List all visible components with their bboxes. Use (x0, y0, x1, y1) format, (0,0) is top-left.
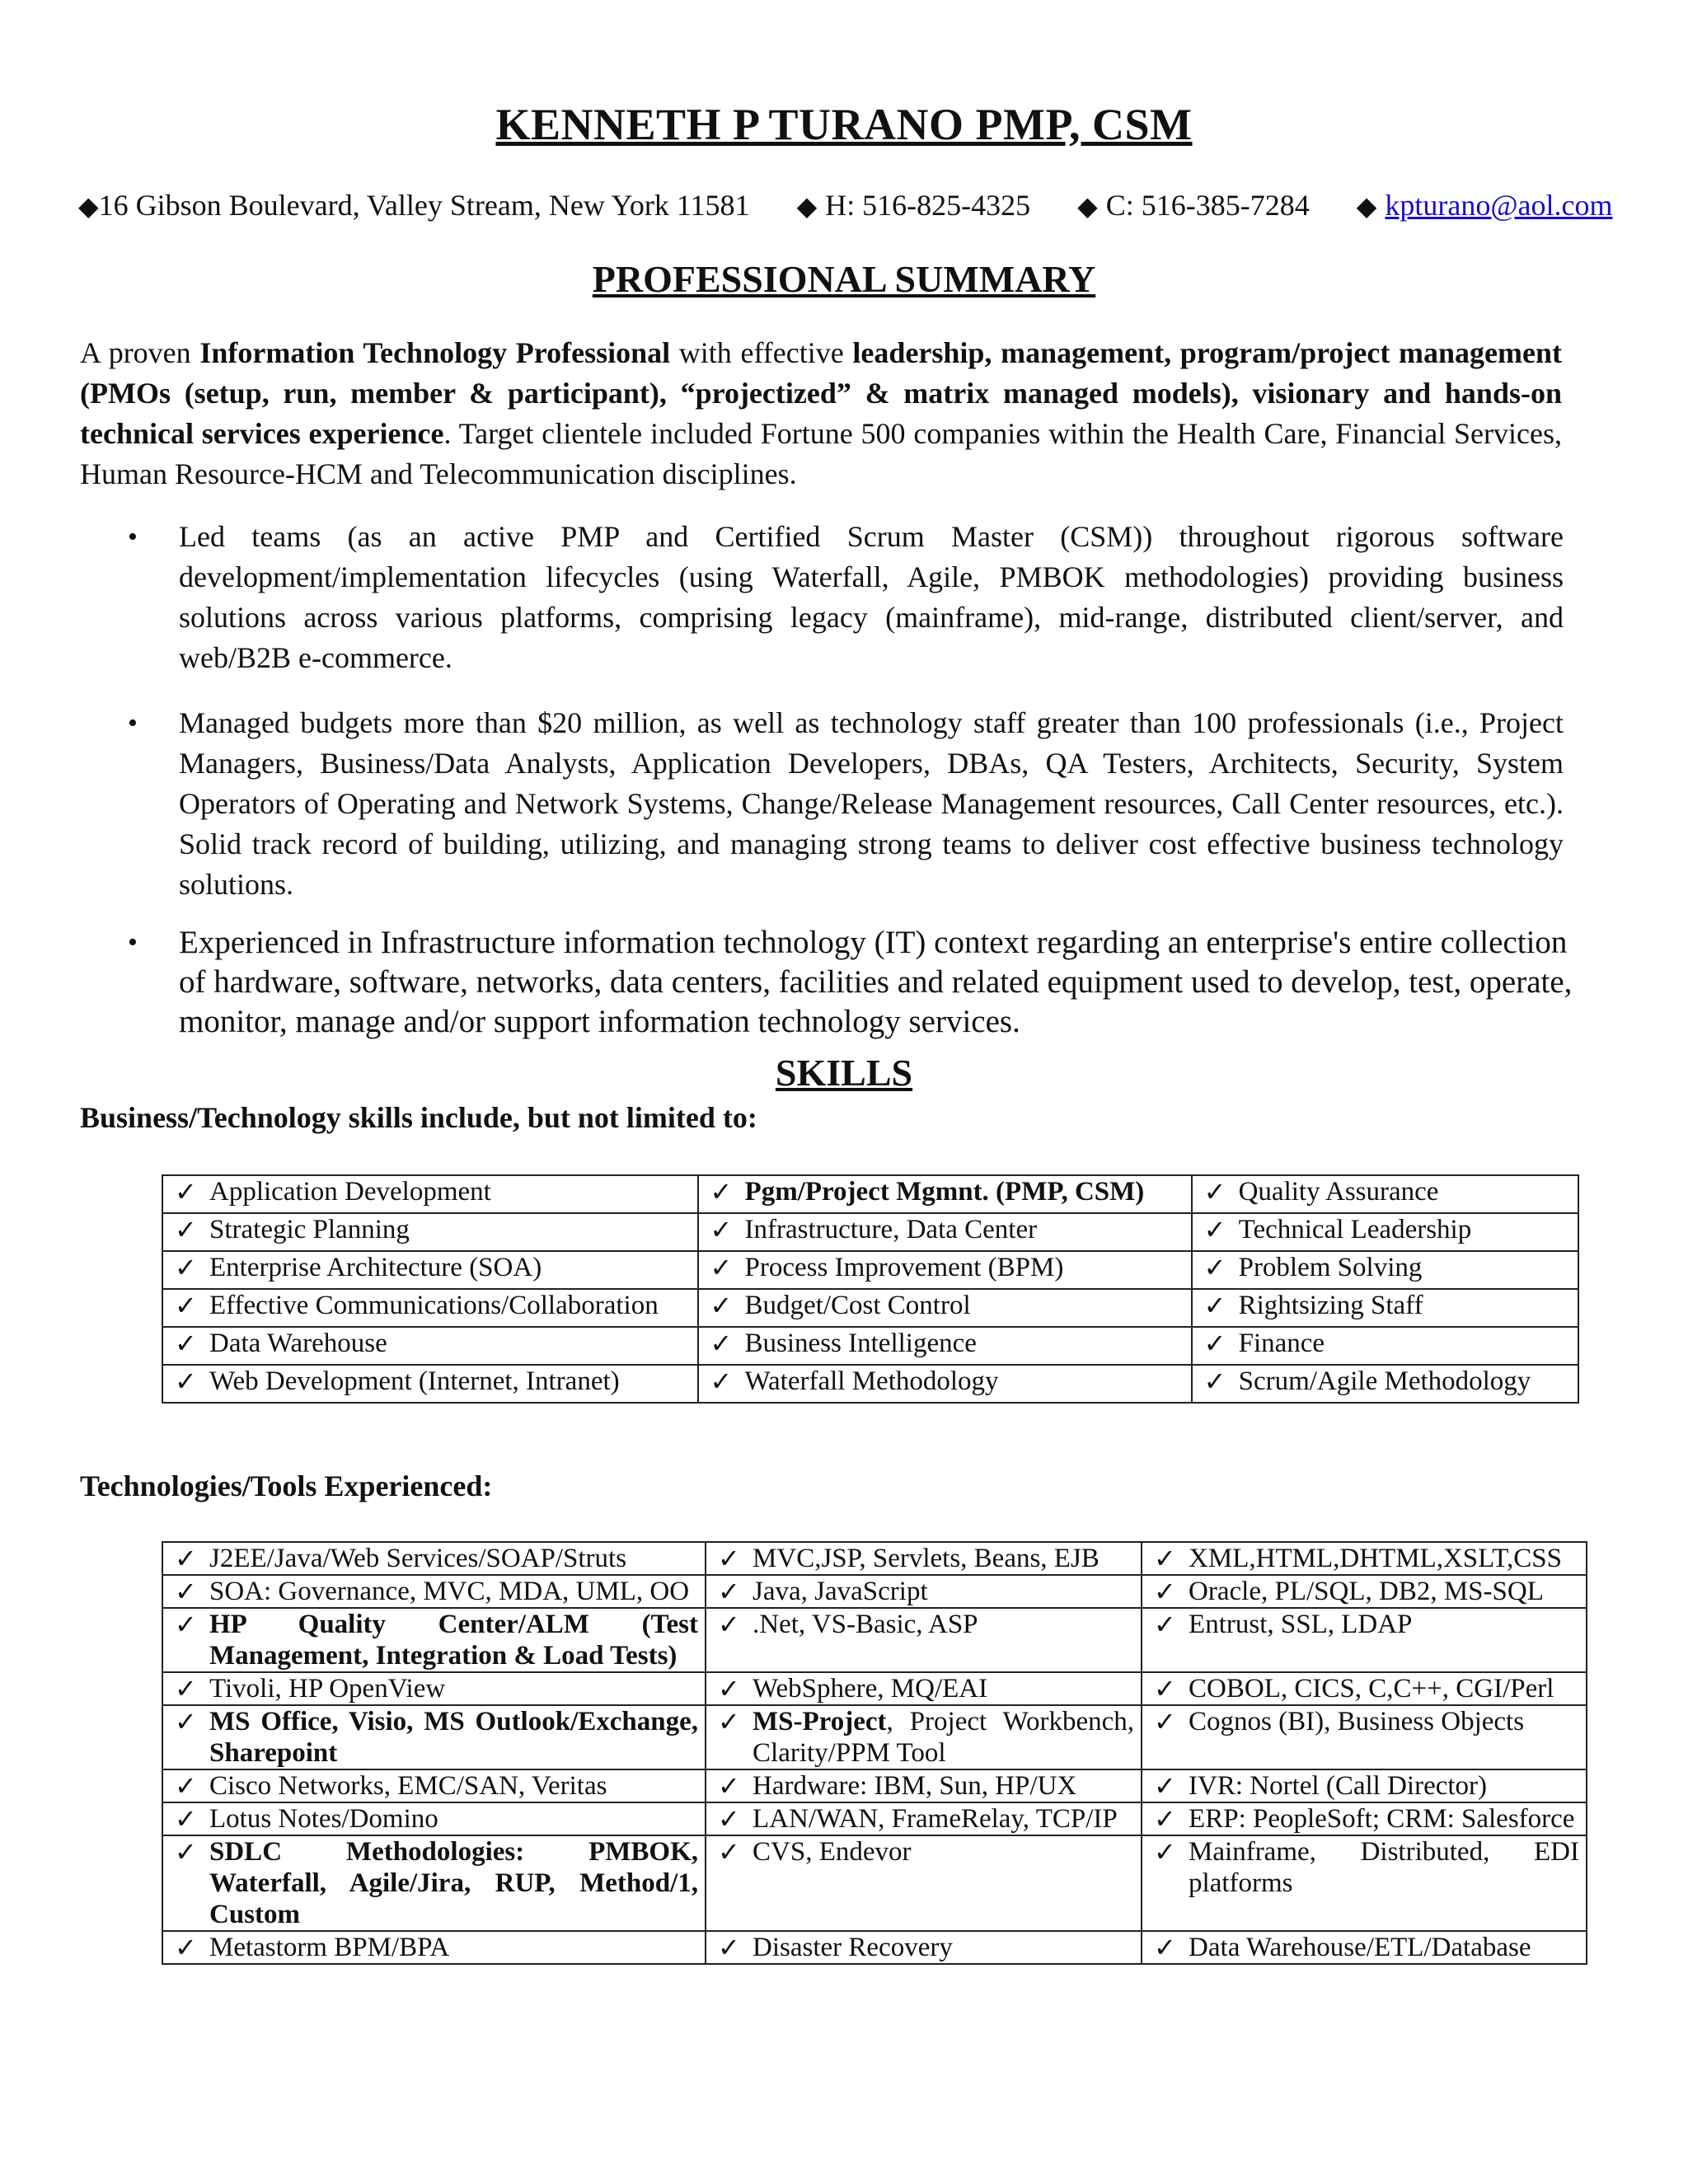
checkmark-icon: ✓ (1154, 1543, 1176, 1574)
skill-text: Entrust, SSL, LDAP (1189, 1610, 1413, 1639)
skill-text: Cognos (BI), Business Objects (1189, 1707, 1525, 1736)
skill-cell (706, 1542, 1142, 1575)
business-skills-label: Business/Technology skills include, but not limited to: (80, 1101, 757, 1134)
skill-text: Cisco Networks, EMC/SAN, Veritas (209, 1771, 607, 1801)
checkmark-icon: ✓ (1203, 1252, 1226, 1283)
checkmark-icon: ✓ (175, 1176, 197, 1207)
skill-cell (162, 1705, 706, 1769)
checkmark-icon: ✓ (718, 1836, 740, 1868)
skill-cell (162, 1575, 706, 1608)
checkmark-icon: ✓ (718, 1673, 740, 1704)
skill-text: Tivoli, HP OpenView (209, 1674, 446, 1704)
technologies-label: Technologies/Tools Experienced: (80, 1469, 493, 1502)
checkmark-icon: ✓ (718, 1770, 740, 1802)
skill-text: Java, JavaScript (753, 1577, 928, 1606)
skill-cell (1192, 1251, 1578, 1289)
business-skill-row (162, 1251, 1578, 1289)
skill-cell (1192, 1213, 1578, 1251)
bullet-icon: • (128, 708, 138, 738)
checkmark-icon: ✓ (175, 1543, 197, 1574)
business-skill-row (162, 1289, 1578, 1327)
bullet-text: Managed budgets more than $20 million, as well as technology staff greater than 100 professionals (i.e., Project Managers, Business/Data Analysts, Application Developers, DBAs, QA Testers, Architects, Security, System Operators of Operating and Network Systems, Change/Release Management resources, Call Center resources, etc.). Solid track record of building, utilizing, and managing strong teams to deliver cost effective business technology solutions. (179, 706, 1564, 901)
skill-cell (1142, 1835, 1587, 1931)
checkmark-icon: ✓ (710, 1252, 733, 1283)
skill-text: MVC,JSP, Servlets, Beans, EJB (753, 1544, 1100, 1573)
checkmark-icon: ✓ (718, 1803, 740, 1835)
checkmark-icon: ✓ (175, 1770, 197, 1802)
skill-text: Infrastructure, Data Center (744, 1215, 1038, 1244)
checkmark-icon: ✓ (710, 1290, 733, 1321)
checkmark-icon: ✓ (1203, 1214, 1226, 1245)
skill-text: Pgm/Project Mgmnt. (PMP, CSM) (744, 1177, 1145, 1207)
skill-text: XML,HTML,DHTML,XSLT,CSS (1189, 1544, 1562, 1573)
skill-cell (706, 1769, 1142, 1802)
skill-text: Problem Solving (1238, 1253, 1423, 1282)
contact-line (78, 188, 1612, 223)
checkmark-icon: ✓ (1154, 1932, 1176, 1963)
checkmark-icon: ✓ (1154, 1576, 1176, 1607)
business-skill-row (162, 1327, 1578, 1365)
checkmark-icon: ✓ (175, 1836, 197, 1868)
skill-cell (162, 1251, 698, 1289)
email-link[interactable]: kpturano@aol.com (1385, 189, 1613, 222)
skill-cell (162, 1835, 706, 1931)
technology-row (162, 1672, 1587, 1705)
skill-text: COBOL, CICS, C,C++, CGI/Perl (1189, 1674, 1554, 1704)
technology-row (162, 1705, 1587, 1769)
skill-text: Hardware: IBM, Sun, HP/UX (753, 1771, 1077, 1801)
skill-cell (162, 1327, 698, 1365)
technology-row (162, 1835, 1587, 1931)
skill-cell (162, 1542, 706, 1575)
checkmark-icon: ✓ (710, 1328, 733, 1359)
address: 16 Gibson Boulevard, Valley Stream, New York 11581 (98, 189, 750, 222)
skill-text: .Net, VS-Basic, ASP (753, 1610, 978, 1639)
checkmark-icon: ✓ (175, 1214, 197, 1245)
skill-text: ERP: PeopleSoft; CRM: Salesforce (1189, 1804, 1575, 1834)
bullet-text: Led teams (as an active PMP and Certified Scrum Master (CSM)) throughout rigorous software development/implementation lifecycles (using Waterfall, Agile, PMBOK methodologies) providing business solutions across various platforms, comprising legacy (mainframe), mid-range, distributed client/server, and web/B2B e-commerce. (179, 520, 1564, 674)
skill-text: Budget/Cost Control (744, 1291, 971, 1320)
skill-cell (1192, 1365, 1578, 1403)
technology-row (162, 1802, 1587, 1835)
bullet-icon: • (128, 522, 138, 552)
checkmark-icon: ✓ (175, 1706, 197, 1737)
checkmark-icon: ✓ (710, 1176, 733, 1207)
checkmark-icon: ✓ (175, 1576, 197, 1607)
skill-cell (698, 1251, 1192, 1289)
skill-cell (1142, 1931, 1587, 1964)
skill-text: CVS, Endevor (753, 1837, 912, 1867)
business-skills-table (162, 1174, 1579, 1404)
business-skill-row (162, 1365, 1578, 1403)
checkmark-icon: ✓ (1154, 1609, 1176, 1640)
diamond-icon: ◆ (796, 191, 818, 221)
skill-cell (1192, 1289, 1578, 1327)
technology-row (162, 1931, 1587, 1964)
skill-cell (706, 1931, 1142, 1964)
skill-text: SDLC Methodologies: PMBOK, Waterfall, Agile/Jira, RUP, Method/1, Custom (209, 1837, 699, 1929)
skill-cell (162, 1289, 698, 1327)
skill-text: Scrum/Agile Methodology (1238, 1366, 1531, 1396)
business-skill-row (162, 1175, 1578, 1213)
skill-text: Application Development (209, 1177, 491, 1207)
checkmark-icon: ✓ (175, 1366, 197, 1397)
checkmark-icon: ✓ (718, 1706, 740, 1737)
skill-cell (162, 1802, 706, 1835)
checkmark-icon: ✓ (175, 1252, 197, 1283)
technology-row (162, 1575, 1587, 1608)
technology-row (162, 1769, 1587, 1802)
checkmark-icon: ✓ (718, 1609, 740, 1640)
checkmark-icon: ✓ (718, 1576, 740, 1607)
skill-cell (1142, 1672, 1587, 1705)
checkmark-icon: ✓ (1203, 1176, 1226, 1207)
skill-cell (162, 1769, 706, 1802)
skills-heading: SKILLS (775, 1052, 913, 1094)
checkmark-icon: ✓ (175, 1673, 197, 1704)
skill-cell (1142, 1608, 1587, 1672)
skill-text: Effective Communications/Collaboration (209, 1291, 659, 1320)
skill-cell (162, 1672, 706, 1705)
checkmark-icon: ✓ (718, 1932, 740, 1963)
skill-cell (162, 1175, 698, 1213)
skill-cell (706, 1575, 1142, 1608)
checkmark-icon: ✓ (1154, 1673, 1176, 1704)
skill-cell (706, 1835, 1142, 1931)
skill-cell (1142, 1769, 1587, 1802)
skill-cell (1142, 1705, 1587, 1769)
skill-cell (1192, 1327, 1578, 1365)
skill-text: Rightsizing Staff (1238, 1291, 1423, 1320)
skill-cell (698, 1175, 1192, 1213)
summary-paragraph: A proven Information Technology Professional with effective leadership, management, program/project management (PMOs (setup, run, member & participant), “projectized” & matrix managed models), visionary and hands-on technical services experience. Target clientele included Fortune 500 companies within the Health Care, Financial Services, Human Resource-HCM and Telecommunication disciplines. (80, 336, 1563, 490)
skill-cell (698, 1213, 1192, 1251)
technologies-table (162, 1541, 1587, 1965)
home-phone: H: 516-825-4325 (825, 189, 1031, 222)
checkmark-icon: ✓ (1154, 1803, 1176, 1835)
checkmark-icon: ✓ (175, 1290, 197, 1321)
skill-cell (162, 1931, 706, 1964)
checkmark-icon: ✓ (710, 1214, 733, 1245)
technology-row (162, 1608, 1587, 1672)
skill-text: Data Warehouse (209, 1329, 387, 1358)
bullet-icon: • (128, 927, 138, 958)
diamond-icon: ◆ (78, 191, 99, 221)
skill-cell (162, 1213, 698, 1251)
skill-cell (706, 1608, 1142, 1672)
skill-text: Mainframe, Distributed, EDI platforms (1189, 1837, 1579, 1898)
skill-cell (1142, 1542, 1587, 1575)
summary-heading: PROFESSIONAL SUMMARY (592, 258, 1096, 300)
business-skill-row (162, 1213, 1578, 1251)
checkmark-icon: ✓ (1154, 1706, 1176, 1737)
skill-text: Oracle, PL/SQL, DB2, MS-SQL (1189, 1577, 1544, 1606)
diamond-icon: ◆ (1356, 191, 1377, 221)
skill-text: MS Office, Visio, MS Outlook/Exchange, Sharepoint (209, 1707, 699, 1768)
skill-cell (162, 1365, 698, 1403)
checkmark-icon: ✓ (1203, 1290, 1226, 1321)
checkmark-icon: ✓ (718, 1543, 740, 1574)
skill-cell (706, 1705, 1142, 1769)
ms-project-label: MS-Project (753, 1707, 887, 1736)
diamond-icon: ◆ (1077, 191, 1098, 221)
skill-text: Metastorm BPM/BPA (209, 1933, 450, 1962)
checkmark-icon: ✓ (1154, 1770, 1176, 1802)
checkmark-icon: ✓ (1154, 1836, 1176, 1868)
skill-text: SOA: Governance, MVC, MDA, UML, OO (209, 1577, 690, 1606)
skill-cell (698, 1327, 1192, 1365)
skill-text: Lotus Notes/Domino (209, 1804, 438, 1834)
skill-text: Process Improvement (BPM) (744, 1253, 1064, 1282)
checkmark-icon: ✓ (175, 1609, 197, 1640)
skill-text: Finance (1238, 1329, 1325, 1358)
bullet-text: Experienced in Infrastructure information technology (IT) context regarding an enterprise's entire collection of hardware, software, networks, data centers, facilities and related equipment used to develop, test, operate, monitor, manage and/or support information technology services. (179, 925, 1573, 1039)
skill-text: Disaster Recovery (753, 1933, 953, 1962)
skill-text: J2EE/Java/Web Services/SOAP/Struts (209, 1544, 627, 1573)
candidate-name: KENNETH P TURANO PMP, CSM (495, 100, 1193, 149)
skill-cell (706, 1672, 1142, 1705)
skill-text: HP Quality Center/ALM (Test Management, Integration & Load Tests) (209, 1610, 699, 1671)
skill-text: LAN/WAN, FrameRelay, TCP/IP (753, 1804, 1118, 1834)
skill-text: Technical Leadership (1238, 1215, 1472, 1244)
skill-cell (1142, 1802, 1587, 1835)
checkmark-icon: ✓ (1203, 1328, 1226, 1359)
checkmark-icon: ✓ (175, 1803, 197, 1835)
summary-clientele: Target clientele included Fortune 500 companies within the Health Care, Financial Services, Human Resource-HCM and Telecommunication disciplines. (80, 417, 1562, 490)
skill-text: Waterfall Methodology (744, 1366, 999, 1396)
skill-cell (1142, 1575, 1587, 1608)
skill-cell (1192, 1175, 1578, 1213)
checkmark-icon: ✓ (175, 1932, 197, 1963)
skill-cell (698, 1289, 1192, 1327)
technology-row (162, 1542, 1587, 1575)
skill-text: Business Intelligence (744, 1329, 977, 1358)
skill-text: Data Warehouse/ETL/Database (1189, 1933, 1531, 1962)
skill-text: Strategic Planning (209, 1215, 410, 1244)
checkmark-icon: ✓ (175, 1328, 197, 1359)
checkmark-icon: ✓ (1203, 1366, 1226, 1397)
skill-text: IVR: Nortel (Call Director) (1189, 1771, 1488, 1801)
skill-text: Enterprise Architecture (SOA) (209, 1253, 542, 1282)
skill-cell (698, 1365, 1192, 1403)
skill-cell (706, 1802, 1142, 1835)
skill-text: MS-Project, Project Workbench, Clarity/PPM Tool (753, 1707, 1135, 1768)
checkmark-icon: ✓ (710, 1366, 733, 1397)
skill-text: Quality Assurance (1238, 1177, 1439, 1207)
skill-text: WebSphere, MQ/EAI (753, 1674, 988, 1704)
cell-phone: C: 516-385-7284 (1105, 189, 1310, 222)
skill-cell (162, 1608, 706, 1672)
skill-text: Web Development (Internet, Intranet) (209, 1366, 620, 1396)
